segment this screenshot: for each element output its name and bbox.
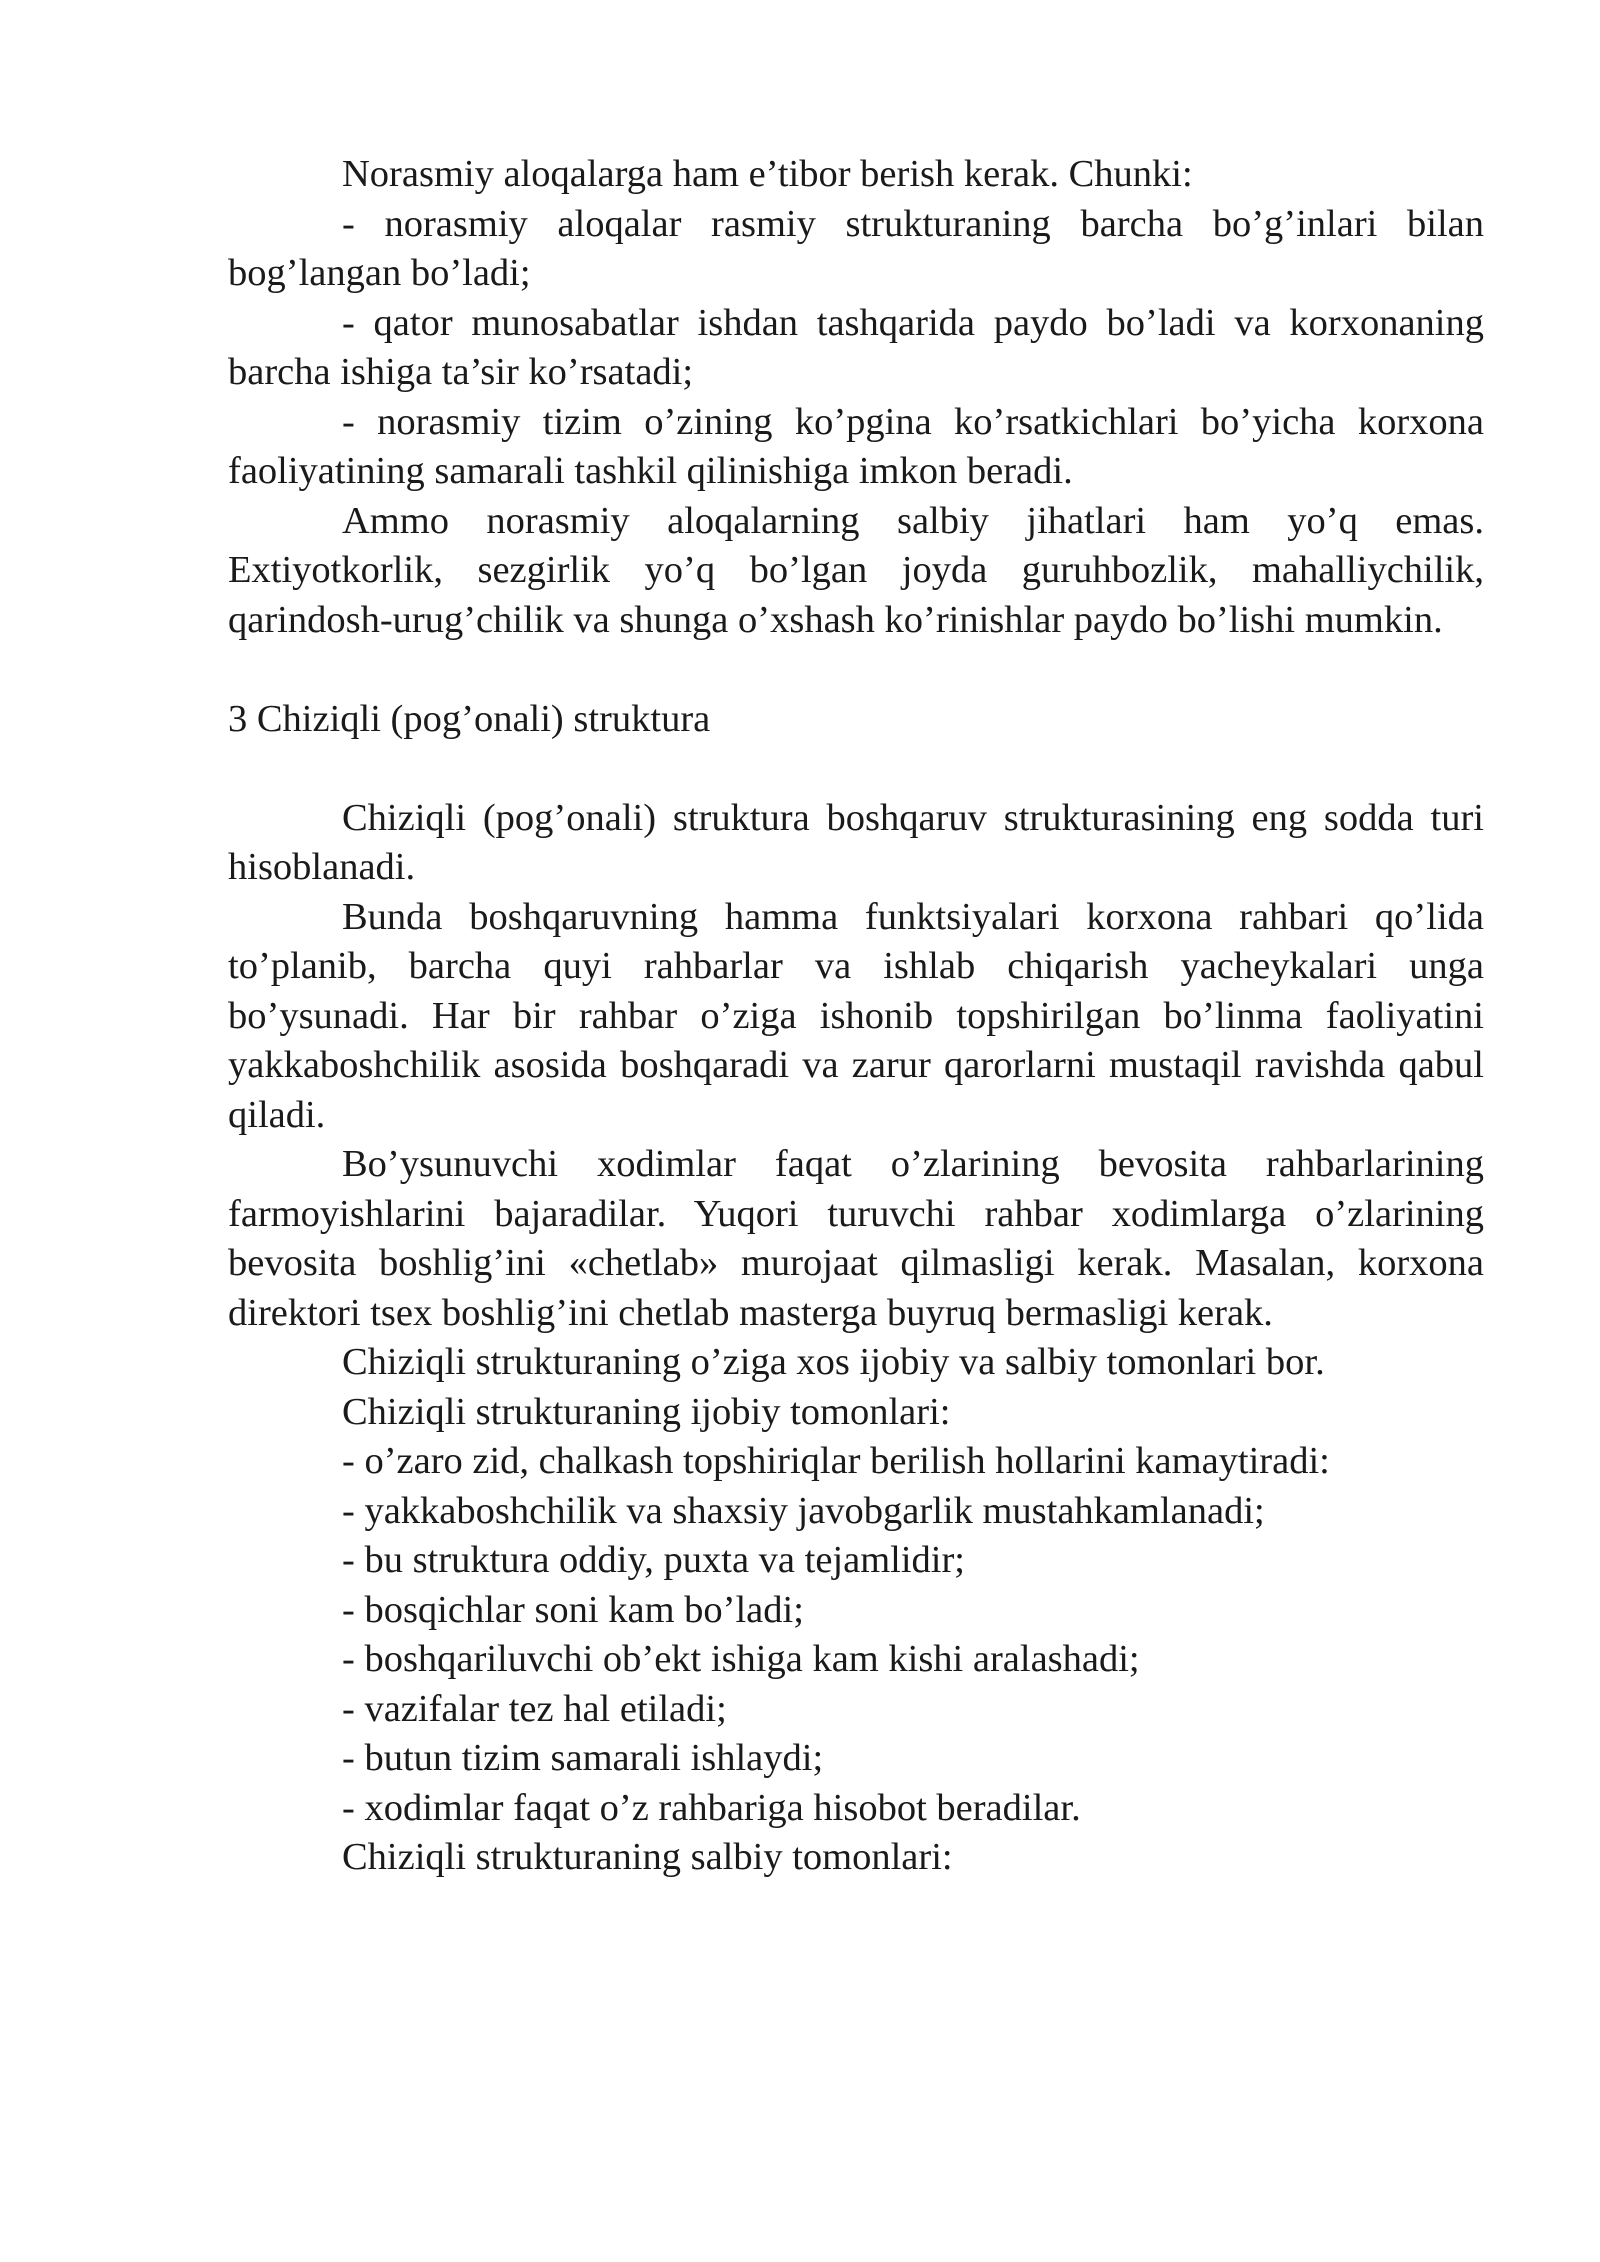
paragraph: Chiziqli strukturaning ijobiy tomonlari: bbox=[342, 1390, 951, 1433]
list-item: - butun tizim samarali ishlaydi; bbox=[342, 1737, 824, 1779]
paragraph: Ammo norasmiy aloqalarning salbiy jihatlari ham yo’q emas. Extiyotkorlik, sezgirlik yo’q bo’lgan joyda guruhbozlik, mahalliychilik, qarindosh-urug’chilik va shunga o’xshash ko’rinishlar paydo bo’lishi mumkin. bbox=[228, 499, 1484, 641]
list-item: - bosqichlar soni kam bo’ladi; bbox=[342, 1588, 804, 1631]
list-item: - yakkaboshchilik va shaxsiy javobgarlik mustahkamlanadi; bbox=[342, 1489, 1265, 1532]
paragraph: Chiziqli strukturaning o’ziga xos ijobiy va salbiy tomonlari bor. bbox=[342, 1341, 1325, 1383]
paragraph: - norasmiy aloqalar rasmiy strukturaning barcha bo’g’inlari bilan bog’langan bo’ladi; bbox=[228, 202, 1484, 294]
paragraph: Chiziqli strukturaning salbiy tomonlari: bbox=[342, 1836, 953, 1878]
positive-list bbox=[228, 1437, 1484, 1833]
paragraph: - norasmiy tizim o’zining ko’pgina ko’rsatkichlari bo’yicha korxona faoliyatining samarali tashkil qilinishiga imkon beradi. bbox=[228, 400, 1484, 492]
paragraph: Chiziqli (pog’onali) struktura boshqaruv strukturasining eng sodda turi hisoblanadi. bbox=[228, 796, 1484, 888]
list-item: - boshqariluvchi ob’ekt ishiga kam kishi aralashadi; bbox=[342, 1638, 1140, 1680]
paragraph: Norasmiy aloqalarga ham e’tibor berish kerak. Chunki: bbox=[342, 153, 1193, 195]
paragraph: Bunda boshqaruvning hamma funktsiyalari korxona rahbari qo’lida to’planib, barcha quyi rahbarlar va ishlab chiqarish yacheykalari unga bo’ysunadi. Har bir rahbar o’ziga ishonib topshirilgan bo’linma faoliyatini yakkaboshchilik asosida boshqaradi va zarur qarorlarni mustaqil ravishda qabul qiladi. bbox=[228, 895, 1484, 1136]
list-item: - xodimlar faqat o’z rahbariga hisobot beradilar. bbox=[342, 1786, 1081, 1829]
section-heading: 3 Chiziqli (pog’onali) struktura bbox=[228, 697, 711, 740]
list-item: - bu struktura oddiy, puxta va tejamlidir; bbox=[342, 1539, 965, 1581]
list-item: - o’zaro zid, chalkash topshiriqlar berilish hollarini kamaytiradi: bbox=[342, 1440, 1330, 1482]
list-item: - vazifalar tez hal etiladi; bbox=[342, 1687, 727, 1730]
document-page bbox=[228, 150, 1484, 1883]
paragraph: Bo’ysunuvchi xodimlar faqat o’zlarining bevosita rahbarlarining farmoyishlarini bajaradilar. Yuqori turuvchi rahbar xodimlarga o’zlarining bevosita boshlig’ini «chetlab» murojaat qilmasligi kerak. Masalan, korxona direktori tsex boshlig’ini chetlab masterga buyruq bermasligi kerak. bbox=[228, 1143, 1484, 1334]
paragraph: - qator munosabatlar ishdan tashqarida paydo bo’ladi va korxonaning barcha ishiga ta’sir ko’rsatadi; bbox=[228, 301, 1484, 393]
